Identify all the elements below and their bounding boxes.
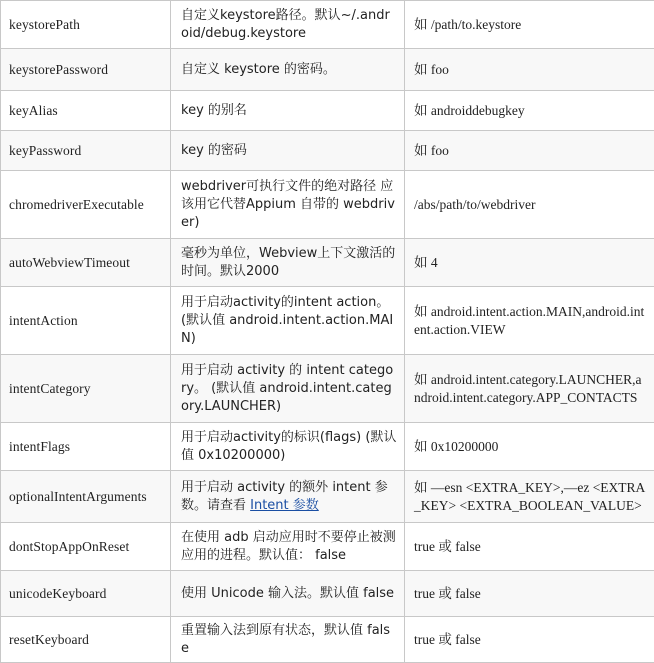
table-row [1,355,654,423]
capability-name: unicodeKeyboard [1,571,171,617]
table-row [1,91,654,131]
capability-name: autoWebviewTimeout [1,239,171,287]
capability-description: 毫秒为单位，Webview上下文激活的时间。默认2000 [171,239,405,287]
capability-name: intentFlags [1,423,171,471]
capability-description: key 的密码 [171,131,405,171]
capability-description: 用于启动activity的标识(flags) (默认值 0x10200000) [171,423,405,471]
table-row [1,1,654,49]
table-row [1,131,654,171]
table-row [1,571,654,617]
table-row [1,239,654,287]
table-row [1,617,654,663]
capability-example: true 或 false [405,617,654,663]
capability-name: optionalIntentArguments [1,471,171,523]
capability-example: 如 /path/to.keystore [405,1,654,49]
capability-name: chromedriverExecutable [1,171,171,239]
intent-arguments-link[interactable]: Intent 参数 [250,497,319,513]
table-row [1,287,654,355]
capability-description: 用于启动activity的intent action。(默认值 android.intent.action.MAIN) [171,287,405,355]
capability-description: 在使用 adb 启动应用时不要停止被测应用的进程。默认值： false [171,523,405,571]
capability-example: /abs/path/to/webdriver [405,171,654,239]
capability-name: keyPassword [1,131,171,171]
description-text: 用于启动 activity 的额外 intent 参数。请查看 [181,479,388,513]
capability-name: intentAction [1,287,171,355]
capability-description: key 的别名 [171,91,405,131]
capability-example: 如 —esn <EXTRA_KEY>,—ez <EXTRA_KEY> <EXTRA_BOOLEAN_VALUE> [405,471,654,523]
capability-name: intentCategory [1,355,171,423]
table-row [1,471,654,523]
capabilities-table-body [1,1,654,663]
capability-example: 如 android.intent.category.LAUNCHER,android.intent.category.APP_CONTACTS [405,355,654,423]
table-row [1,49,654,91]
capability-description: webdriver可执行文件的绝对路径 应该用它代替Appium 自带的 webdriver) [171,171,405,239]
table-row [1,423,654,471]
capability-example: true 或 false [405,571,654,617]
capability-example: true 或 false [405,523,654,571]
capability-name: dontStopAppOnReset [1,523,171,571]
capability-description: 用于启动 activity 的 intent category。 (默认值 android.intent.category.LAUNCHER) [171,355,405,423]
capability-example: 如 foo [405,49,654,91]
table-row [1,171,654,239]
capability-example: 如 android.intent.action.MAIN,android.intent.action.VIEW [405,287,654,355]
capability-description: 自定义keystore路径。默认~/.android/debug.keystore [171,1,405,49]
capability-name: keyAlias [1,91,171,131]
capability-example: 如 4 [405,239,654,287]
capability-example: 如 androiddebugkey [405,91,654,131]
capability-description: 重置输入法到原有状态，默认值 false [171,617,405,663]
capability-example: 如 foo [405,131,654,171]
capability-example: 如 0x10200000 [405,423,654,471]
capability-description: 使用 Unicode 输入法。默认值 false [171,571,405,617]
capability-name: keystorePath [1,1,171,49]
table-row [1,523,654,571]
capability-name: keystorePassword [1,49,171,91]
capability-name: resetKeyboard [1,617,171,663]
capability-description: 自定义 keystore 的密码。 [171,49,405,91]
capability-description [171,471,405,523]
